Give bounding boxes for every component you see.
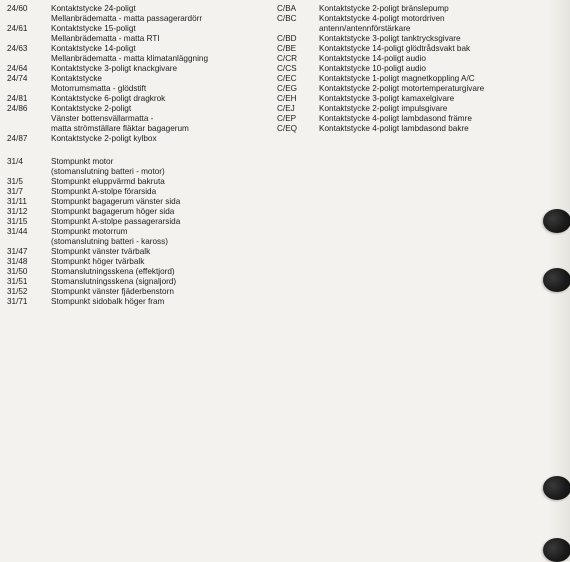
entry-row — [7, 217, 269, 227]
description-line: Stompunkt sidobalk höger fram — [51, 297, 165, 306]
description-line: Stompunkt A-stolpe förarsida — [51, 187, 157, 196]
entry-description — [319, 54, 517, 64]
entry-code: 31/47 — [7, 247, 28, 256]
entry-row — [7, 187, 269, 197]
entry-row — [277, 54, 517, 64]
entry-code: 31/71 — [7, 297, 28, 306]
entry-description — [51, 74, 269, 94]
description-line: Mellanbrädematta - matta klimatanläggning — [51, 54, 209, 63]
entry-description — [51, 134, 269, 144]
entry-description — [51, 24, 269, 44]
entry-description — [319, 4, 517, 14]
description-line: Stompunkt motor — [51, 157, 114, 166]
entry-row — [277, 84, 517, 94]
entry-row — [7, 94, 269, 104]
entry-row — [7, 267, 269, 277]
entry-row — [277, 94, 517, 104]
entry-row — [7, 134, 269, 144]
entry-description — [51, 227, 269, 247]
entry-description — [51, 44, 269, 64]
entry-description — [51, 207, 269, 217]
entry-description — [51, 94, 269, 104]
description-line: Kontaktstycke 3-poligt kamaxelgivare — [319, 94, 455, 103]
entry-code: 31/50 — [7, 267, 28, 276]
entry-description — [51, 64, 269, 74]
connector-list — [7, 4, 269, 144]
description-line: Stomanslutningsskena (effektjord) — [51, 267, 175, 276]
entry-row — [7, 227, 269, 247]
entry-code: 31/48 — [7, 257, 28, 266]
description-line: Stompunkt bagagerum vänster sida — [51, 197, 181, 206]
description-line: Motorrumsmatta - glödstift — [51, 84, 147, 93]
description-line: Kontaktstycke 2-poligt kylbox — [51, 134, 157, 143]
entry-description — [51, 197, 269, 207]
description-line: (stomanslutning batteri - motor) — [51, 167, 165, 176]
entry-code: C/BE — [277, 44, 297, 53]
entry-row — [7, 197, 269, 207]
description-line: Stompunkt motorrum — [51, 227, 128, 236]
description-line: Stomanslutningsskena (signaljord) — [51, 277, 177, 286]
connector-list-c — [277, 4, 517, 134]
entry-code: 31/11 — [7, 197, 27, 206]
entry-row — [7, 277, 269, 287]
description-line: Kontaktstycke — [51, 74, 102, 83]
entry-row — [7, 104, 269, 134]
description-line: Stompunkt eluppvärmd bakruta — [51, 177, 165, 186]
binder-hole — [543, 268, 570, 292]
description-line: Kontaktstycke 24-poligt — [51, 4, 136, 13]
description-line: Vänster bottensvällarmatta - — [51, 114, 154, 123]
entry-code: C/EP — [277, 114, 297, 123]
description-line: Kontaktstycke 4-poligt lambdasond främre — [319, 114, 472, 123]
entry-row — [7, 207, 269, 217]
description-line: Kontaktstycke 3-poligt knackgivare — [51, 64, 178, 73]
entry-description — [51, 287, 269, 297]
entry-row — [7, 247, 269, 257]
entry-row — [277, 64, 517, 74]
description-line: Stompunkt vänster fjäderbenstorn — [51, 287, 174, 296]
entry-code: C/EC — [277, 74, 297, 83]
entry-code: C/BD — [277, 34, 297, 43]
description-line: Kontaktstycke 6-poligt dragkrok — [51, 94, 166, 103]
entry-code: 31/7 — [7, 187, 23, 196]
group-spacer — [7, 144, 269, 157]
entry-row — [277, 114, 517, 124]
entry-description — [51, 104, 269, 134]
entry-description — [51, 157, 269, 177]
entry-code: 24/61 — [7, 24, 28, 33]
entry-description — [319, 14, 517, 34]
entry-row — [277, 4, 517, 14]
description-line: Kontaktstycke 10-poligt audio — [319, 64, 426, 73]
entry-row — [277, 104, 517, 114]
description-line: Kontaktstycke 2-poligt bränslepump — [319, 4, 449, 13]
entry-description — [51, 267, 269, 277]
entry-code: 31/5 — [7, 177, 23, 186]
entry-description — [51, 217, 269, 227]
entry-code: 31/15 — [7, 217, 28, 226]
description-line: Kontaktstycke 14-poligt glödtrådsvakt bak — [319, 44, 471, 53]
entry-code: 24/81 — [7, 94, 28, 103]
entry-description — [319, 64, 517, 74]
binder-hole — [543, 538, 570, 562]
entry-description — [319, 74, 517, 84]
binder-hole — [543, 476, 570, 500]
description-line: Kontaktstycke 2-poligt motortemperaturgivare — [319, 84, 485, 93]
description-line: Kontaktstycke 15-poligt — [51, 24, 136, 33]
entry-code: 31/52 — [7, 287, 28, 296]
entry-description — [51, 247, 269, 257]
entry-row — [277, 124, 517, 134]
entry-code: 31/4 — [7, 157, 23, 166]
description-line: Kontaktstycke 2-poligt — [51, 104, 132, 113]
entry-row — [7, 177, 269, 187]
description-line: Kontaktstycke 4-poligt motordriven — [319, 14, 445, 23]
entry-description — [51, 187, 269, 197]
left-column — [7, 4, 269, 307]
entry-row — [277, 74, 517, 84]
ground-point-list — [7, 157, 269, 307]
description-line: Kontaktstycke 1-poligt magnetkoppling A/C — [319, 74, 475, 83]
entry-code: 31/44 — [7, 227, 28, 236]
description-line: Kontaktstycke 3-poligt tanktrycksgivare — [319, 34, 461, 43]
entry-code: C/EQ — [277, 124, 298, 133]
binder-hole — [543, 209, 570, 233]
description-line: matta strömställare fläktar bagagerum — [51, 124, 189, 133]
description-line: Mellanbrädematta - matta RTI — [51, 34, 160, 43]
entry-description — [319, 84, 517, 94]
right-column — [277, 4, 517, 134]
entry-code: 31/12 — [7, 207, 28, 216]
entry-code: C/EG — [277, 84, 298, 93]
entry-description — [319, 94, 517, 104]
entry-row — [7, 287, 269, 297]
entry-code: C/EJ — [277, 104, 295, 113]
entry-code: 24/60 — [7, 4, 28, 13]
entry-row — [7, 297, 269, 307]
entry-row — [7, 257, 269, 267]
entry-row — [277, 34, 517, 44]
entry-description — [51, 177, 269, 187]
description-line: Stompunkt bagagerum höger sida — [51, 207, 175, 216]
entry-row — [7, 24, 269, 44]
entry-description — [51, 297, 269, 307]
entry-row — [277, 44, 517, 54]
entry-description — [319, 124, 517, 134]
description-line: Mellanbrädematta - matta passagerardörr — [51, 14, 203, 23]
entry-description — [319, 34, 517, 44]
entry-code: C/CR — [277, 54, 298, 63]
description-line: Kontaktstycke 4-poligt lambdasond bakre — [319, 124, 469, 133]
description-line: Kontaktstycke 2-poligt impulsgivare — [319, 104, 448, 113]
entry-description — [51, 4, 269, 24]
description-line: Kontaktstycke 14-poligt audio — [319, 54, 426, 63]
entry-code: 24/64 — [7, 64, 28, 73]
description-line: Kontaktstycke 14-poligt — [51, 44, 136, 53]
entry-code: 24/86 — [7, 104, 28, 113]
description-line: (stomanslutning batteri - kaross) — [51, 237, 168, 246]
entry-code: C/CS — [277, 64, 297, 73]
description-line: antenn/antennförstärkare — [319, 24, 411, 33]
entry-description — [319, 104, 517, 114]
description-line: Stompunkt höger tvärbalk — [51, 257, 145, 266]
entry-code: 31/51 — [7, 277, 28, 286]
entry-row — [7, 4, 269, 24]
entry-row — [277, 14, 517, 34]
entry-code: C/EH — [277, 94, 297, 103]
entry-row — [7, 157, 269, 177]
entry-row — [7, 74, 269, 94]
entry-description — [51, 277, 269, 287]
entry-description — [51, 257, 269, 267]
entry-code: C/BA — [277, 4, 297, 13]
entry-code: 24/87 — [7, 134, 28, 143]
entry-code: 24/74 — [7, 74, 28, 83]
entry-description — [319, 114, 517, 124]
entry-code: 24/63 — [7, 44, 28, 53]
description-line: Stompunkt vänster tvärbalk — [51, 247, 151, 256]
entry-row — [7, 64, 269, 74]
entry-description — [319, 44, 517, 54]
description-line: Stompunkt A-stolpe passagerarsida — [51, 217, 181, 226]
entry-row — [7, 44, 269, 64]
entry-code: C/BC — [277, 14, 297, 23]
